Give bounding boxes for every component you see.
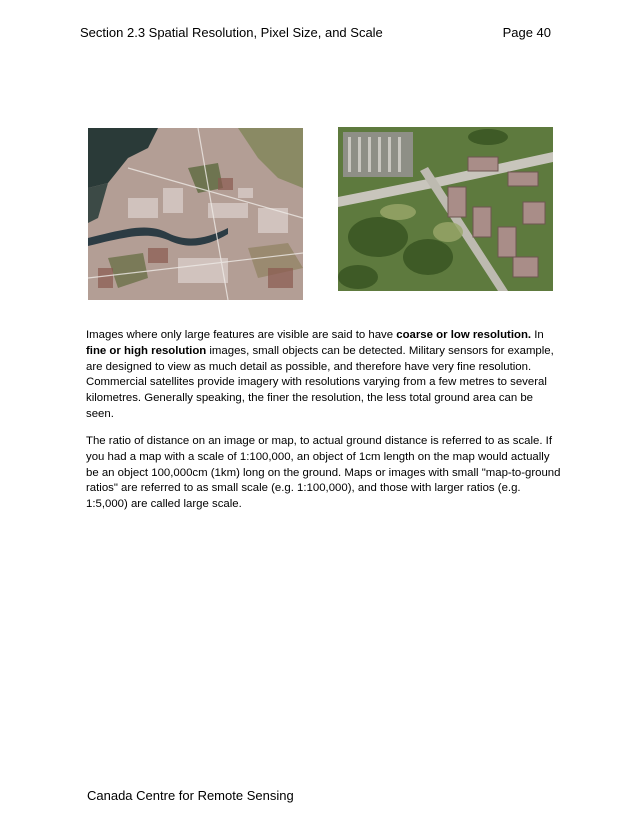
paragraph-scale: The ratio of distance on an image or map, to actual ground distance is referred to as scale. If you had a map with a scale of 1:100,000, an object of 1cm length on the map would actually be an object 100,000cm (1km) long on the ground. Maps or images with small "map-to-ground ratios" are referred to as small scale (e.g. 1:100,000), and those with larger ratios (e.g. 1:5,000) are called large scale.: [86, 435, 561, 511]
paragraph-resolution: [86, 328, 562, 423]
fine-resolution-satellite-image: [338, 127, 553, 291]
footer-organization: Canada Centre for Remote Sensing: [87, 788, 294, 803]
page-number: Page 40: [502, 25, 551, 40]
coarse-resolution-satellite-image: [88, 128, 303, 300]
coarse-resolution-term: coarse or low resolution.: [396, 329, 532, 341]
paragraph1-text-c: images, small objects can be detected. Military sensors for example, are designed to view as much detail as possible, and therefore have very fine resolution. Commercial satellites provide imagery with resolutions varying from a few metres to several kilometres. Generally speaking, the finer the resolution, the less total ground area can be seen.: [86, 344, 554, 420]
paragraph1-text-a: Images where only large features are visible are said to have: [86, 329, 397, 341]
section-title: Section 2.3 Spatial Resolution, Pixel Size, and Scale: [80, 25, 383, 40]
fine-resolution-term: fine or high resolution: [86, 344, 207, 357]
paragraph1-text-b: In: [531, 329, 544, 341]
